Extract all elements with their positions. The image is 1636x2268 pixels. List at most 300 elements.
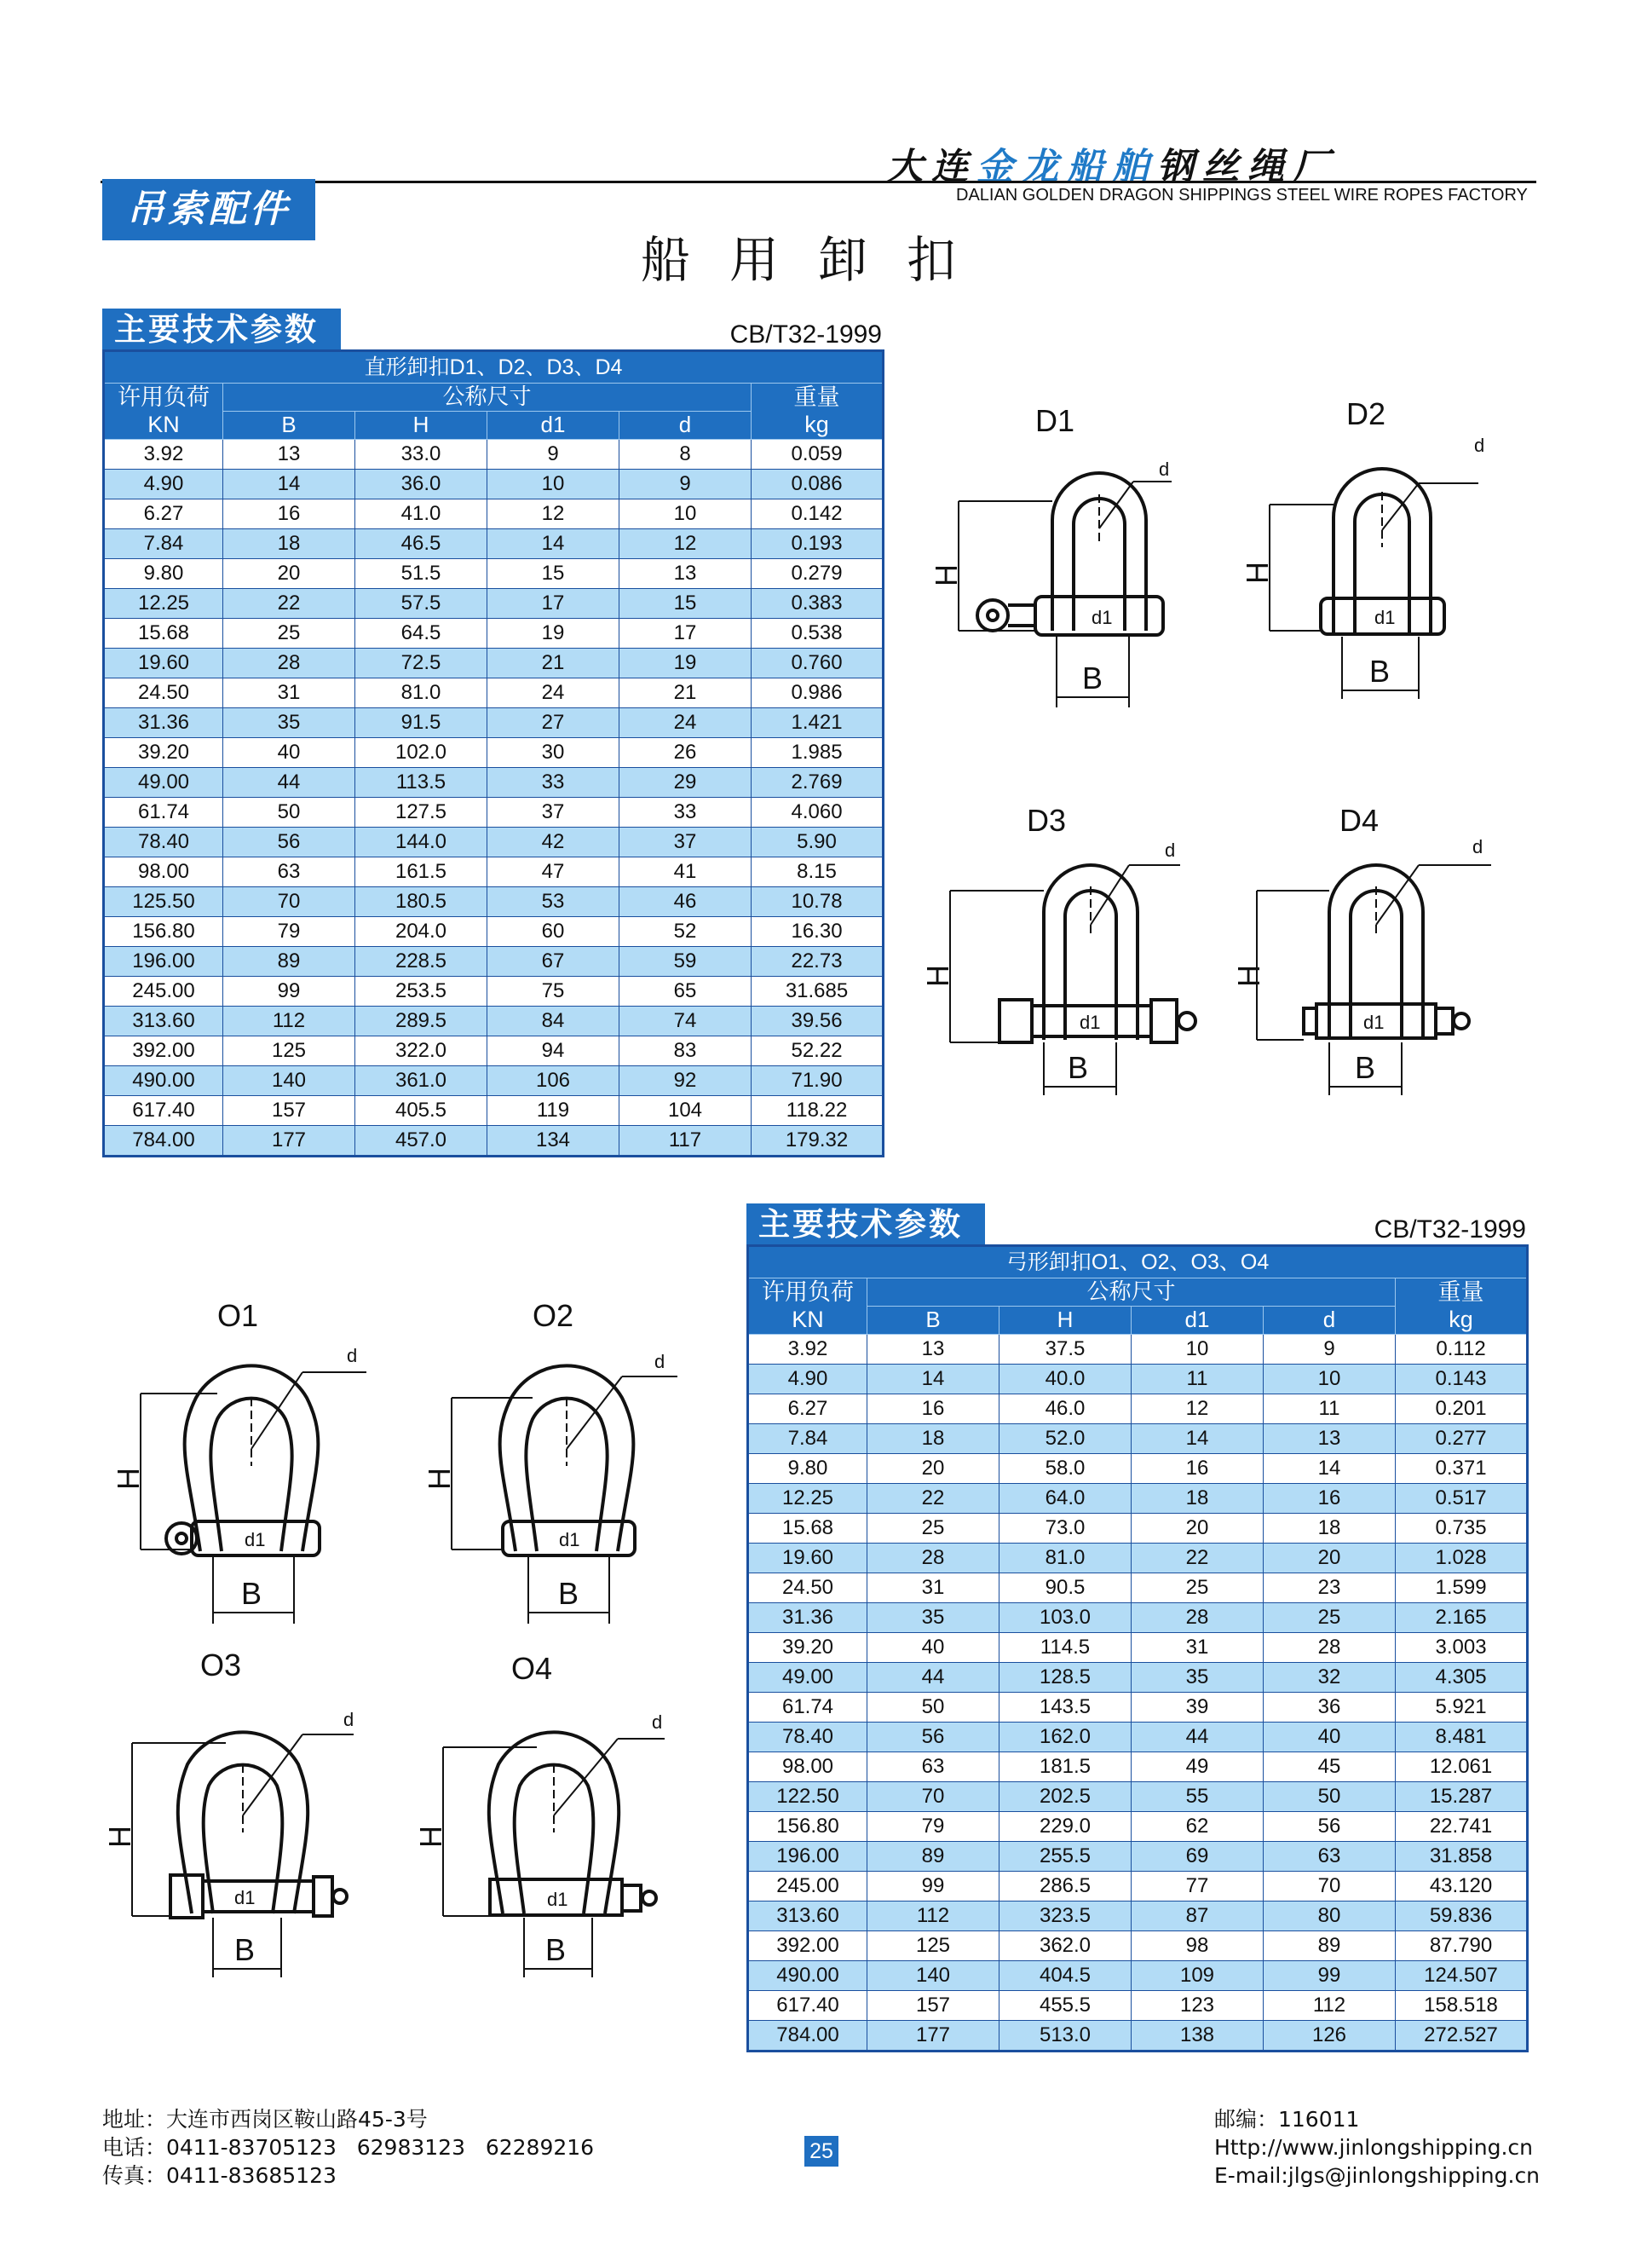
cell-b: 79 <box>223 917 355 947</box>
cell-d: 70 <box>1264 1872 1396 1902</box>
dim-d1-label: d1 <box>1092 607 1113 628</box>
cell-d: 33 <box>619 798 752 828</box>
cell-weight: 0.143 <box>1396 1365 1528 1394</box>
cell-weight: 71.90 <box>752 1066 884 1096</box>
cell-d: 83 <box>619 1036 752 1066</box>
cell-load: 19.60 <box>104 649 223 678</box>
diagram-o2 <box>418 1296 707 1640</box>
cell-b: 125 <box>223 1036 355 1066</box>
cell-d: 52 <box>619 917 752 947</box>
cell-load: 31.36 <box>748 1603 867 1633</box>
table-row <box>104 947 884 977</box>
cell-weight: 0.735 <box>1396 1514 1528 1544</box>
dim-h-label: H <box>102 1826 137 1848</box>
cell-b: 44 <box>867 1663 999 1693</box>
cell-b: 89 <box>223 947 355 977</box>
cell-h: 103.0 <box>999 1603 1132 1633</box>
cell-load: 6.27 <box>104 499 223 529</box>
straight-shackle-spec-table <box>102 349 884 1157</box>
cell-d1: 44 <box>1132 1723 1264 1752</box>
cell-weight: 8.15 <box>752 857 884 887</box>
dim-h-label: H <box>1240 562 1275 584</box>
cell-d: 25 <box>1264 1603 1396 1633</box>
bow-shackle-spec-table <box>746 1244 1529 2052</box>
cell-load: 156.80 <box>748 1812 867 1842</box>
cell-load: 98.00 <box>748 1752 867 1782</box>
col-b-header: B <box>867 1307 999 1335</box>
d3-shackle-drawing <box>920 797 1214 1104</box>
cell-weight: 0.193 <box>752 529 884 559</box>
cell-weight: 124.507 <box>1396 1961 1528 1991</box>
table-row <box>748 1484 1528 1514</box>
footer-contact <box>102 2105 594 2190</box>
cell-h: 114.5 <box>999 1633 1132 1663</box>
cell-d: 20 <box>1264 1544 1396 1573</box>
dim-d-label: d <box>654 1351 665 1372</box>
table-row <box>104 1007 884 1036</box>
cell-d: 17 <box>619 619 752 649</box>
cell-weight: 2.165 <box>1396 1603 1528 1633</box>
cell-d: 40 <box>1264 1723 1396 1752</box>
cell-weight: 5.90 <box>752 828 884 857</box>
dim-d1-label: d1 <box>1374 607 1396 628</box>
cell-weight: 272.527 <box>1396 2021 1528 2052</box>
footer-phone: 电话：0411-83705123 62983123 62289216 <box>102 2135 595 2160</box>
dim-d1-label: d1 <box>547 1889 568 1910</box>
cell-load: 39.20 <box>104 738 223 768</box>
table-row <box>104 1066 884 1096</box>
company-name-part-2: 金龙船舶 <box>976 146 1157 188</box>
dim-b-label: B <box>1355 1050 1376 1085</box>
cell-d: 126 <box>1264 2021 1396 2052</box>
table-row <box>748 1812 1528 1842</box>
diagram-d2 <box>1236 394 1525 721</box>
cell-load: 7.84 <box>104 529 223 559</box>
spec-tag: 主要技术参数 <box>746 1203 985 1244</box>
cell-d1: 27 <box>487 708 619 738</box>
cell-b: 25 <box>223 619 355 649</box>
diagram-label: D2 <box>1346 396 1386 431</box>
table-row <box>748 1752 1528 1782</box>
cell-load: 4.90 <box>748 1365 867 1394</box>
dim-d-label: d <box>652 1711 663 1733</box>
cell-b: 140 <box>867 1961 999 1991</box>
cell-d: 50 <box>1264 1782 1396 1812</box>
cell-d1: 25 <box>1132 1573 1264 1603</box>
cell-d1: 11 <box>1132 1365 1264 1394</box>
cell-load: 9.80 <box>748 1454 867 1484</box>
cell-b: 14 <box>223 470 355 499</box>
cell-h: 405.5 <box>355 1096 487 1126</box>
table-header-bar <box>746 1203 1526 1244</box>
cell-d: 117 <box>619 1126 752 1157</box>
cell-d1: 69 <box>1132 1842 1264 1872</box>
dim-b-label: B <box>1369 654 1391 689</box>
cell-d1: 67 <box>487 947 619 977</box>
cell-load: 19.60 <box>748 1544 867 1573</box>
dim-h-label: H <box>1231 965 1266 987</box>
cell-d1: 84 <box>487 1007 619 1036</box>
cell-load: 784.00 <box>748 2021 867 2052</box>
cell-d1: 87 <box>1132 1902 1264 1931</box>
table-row <box>104 1036 884 1066</box>
col-b-header: B <box>223 412 355 440</box>
cell-d1: 55 <box>1132 1782 1264 1812</box>
cell-h: 90.5 <box>999 1573 1132 1603</box>
cell-b: 177 <box>867 2021 999 2052</box>
dim-h-label: H <box>422 1468 457 1490</box>
cell-d1: 123 <box>1132 1991 1264 2021</box>
cell-d1: 21 <box>487 649 619 678</box>
cell-d1: 14 <box>1132 1424 1264 1454</box>
cell-weight: 4.305 <box>1396 1663 1528 1693</box>
cell-h: 128.5 <box>999 1663 1132 1693</box>
table-row <box>748 1365 1528 1394</box>
cell-b: 157 <box>867 1991 999 2021</box>
table-row <box>104 977 884 1007</box>
diagram-label: D1 <box>1035 403 1075 438</box>
header-rule <box>101 181 1536 183</box>
cell-h: 40.0 <box>999 1365 1132 1394</box>
cell-d1: 9 <box>487 440 619 470</box>
cell-d: 80 <box>1264 1902 1396 1931</box>
table-row <box>748 1603 1528 1633</box>
cell-d: 92 <box>619 1066 752 1096</box>
cell-b: 63 <box>223 857 355 887</box>
cell-b: 50 <box>223 798 355 828</box>
cell-d: 45 <box>1264 1752 1396 1782</box>
cell-b: 140 <box>223 1066 355 1096</box>
cell-h: 513.0 <box>999 2021 1132 2052</box>
col-d1-header: d1 <box>487 412 619 440</box>
cell-d1: 19 <box>487 619 619 649</box>
cell-b: 89 <box>867 1842 999 1872</box>
company-name-en: DALIAN GOLDEN DRAGON SHIPPINGS STEEL WIRE ROPES FACTORY <box>956 186 1528 205</box>
cell-weight: 39.56 <box>752 1007 884 1036</box>
dim-d1-label: d1 <box>234 1887 256 1908</box>
table-row <box>104 499 884 529</box>
table-row <box>104 738 884 768</box>
diagram-label: D3 <box>1027 803 1067 838</box>
cell-d1: 16 <box>1132 1454 1264 1484</box>
cell-d1: 42 <box>487 828 619 857</box>
table-row <box>748 1544 1528 1573</box>
cell-b: 112 <box>223 1007 355 1036</box>
cell-h: 202.5 <box>999 1782 1132 1812</box>
cell-d1: 53 <box>487 887 619 917</box>
cell-load: 9.80 <box>104 559 223 589</box>
cell-weight: 118.22 <box>752 1096 884 1126</box>
dim-b-label: B <box>1068 1050 1089 1085</box>
cell-b: 125 <box>867 1931 999 1961</box>
cell-b: 56 <box>867 1723 999 1752</box>
col-load-header: 许用负荷 KN <box>748 1278 867 1335</box>
cell-h: 144.0 <box>355 828 487 857</box>
cell-d1: 18 <box>1132 1484 1264 1514</box>
cell-weight: 0.112 <box>1396 1335 1528 1365</box>
diagram-d1 <box>925 401 1214 728</box>
cell-load: 49.00 <box>748 1663 867 1693</box>
cell-d1: 138 <box>1132 2021 1264 2052</box>
cell-load: 78.40 <box>748 1723 867 1752</box>
cell-h: 37.5 <box>999 1335 1132 1365</box>
cell-d: 112 <box>1264 1991 1396 2021</box>
cell-b: 99 <box>867 1872 999 1902</box>
cell-h: 58.0 <box>999 1454 1132 1484</box>
cell-d: 36 <box>1264 1693 1396 1723</box>
cell-weight: 158.518 <box>1396 1991 1528 2021</box>
cell-b: 44 <box>223 768 355 798</box>
cell-d1: 62 <box>1132 1812 1264 1842</box>
cell-h: 255.5 <box>999 1842 1132 1872</box>
d4-shackle-drawing <box>1231 797 1525 1104</box>
table-row <box>748 1931 1528 1961</box>
cell-b: 13 <box>223 440 355 470</box>
cell-h: 73.0 <box>999 1514 1132 1544</box>
cell-load: 313.60 <box>748 1902 867 1931</box>
cell-d: 99 <box>1264 1961 1396 1991</box>
cell-d1: 77 <box>1132 1872 1264 1902</box>
footer-website-link[interactable]: Http://www.jinlongshipping.cn <box>1214 2135 1533 2160</box>
cell-h: 253.5 <box>355 977 487 1007</box>
cell-b: 40 <box>867 1633 999 1663</box>
cell-load: 156.80 <box>104 917 223 947</box>
cell-h: 228.5 <box>355 947 487 977</box>
table-row <box>748 1842 1528 1872</box>
cell-load: 15.68 <box>748 1514 867 1544</box>
cell-load: 78.40 <box>104 828 223 857</box>
dim-d1-label: d1 <box>1080 1012 1101 1033</box>
table-row <box>748 1424 1528 1454</box>
cell-weight: 31.685 <box>752 977 884 1007</box>
cell-d1: 22 <box>1132 1544 1264 1573</box>
col-weight-header: 重量 kg <box>1396 1278 1528 1335</box>
cell-d1: 12 <box>487 499 619 529</box>
cell-d: 10 <box>1264 1365 1396 1394</box>
col-nominal-header: 公称尺寸 <box>223 384 752 412</box>
cell-b: 16 <box>223 499 355 529</box>
cell-h: 286.5 <box>999 1872 1132 1902</box>
cell-h: 361.0 <box>355 1066 487 1096</box>
cell-h: 229.0 <box>999 1812 1132 1842</box>
cell-weight: 0.538 <box>752 619 884 649</box>
diagram-label: D4 <box>1339 803 1380 838</box>
cell-h: 36.0 <box>355 470 487 499</box>
cell-h: 102.0 <box>355 738 487 768</box>
cell-b: 63 <box>867 1752 999 1782</box>
cell-weight: 2.769 <box>752 768 884 798</box>
cell-d1: 12 <box>1132 1394 1264 1424</box>
diagram-label: O1 <box>217 1298 259 1333</box>
cell-load: 125.50 <box>104 887 223 917</box>
cell-load: 196.00 <box>104 947 223 977</box>
footer-fax: 传真：0411-83685123 <box>102 2163 337 2188</box>
diagram-label: O4 <box>511 1651 553 1686</box>
table-row <box>104 798 884 828</box>
table-row <box>748 1782 1528 1812</box>
cell-b: 157 <box>223 1096 355 1126</box>
o4-shackle-drawing <box>413 1645 707 1986</box>
cell-d: 16 <box>1264 1484 1396 1514</box>
cell-load: 24.50 <box>748 1573 867 1603</box>
cell-h: 404.5 <box>999 1961 1132 1991</box>
cell-weight: 1.985 <box>752 738 884 768</box>
dim-d-label: d <box>1474 435 1485 456</box>
cell-b: 16 <box>867 1394 999 1424</box>
cell-h: 41.0 <box>355 499 487 529</box>
cell-d: 37 <box>619 828 752 857</box>
cell-load: 245.00 <box>104 977 223 1007</box>
cell-load: 24.50 <box>104 678 223 708</box>
cell-weight: 0.371 <box>1396 1454 1528 1484</box>
footer-web <box>1214 2105 1540 2190</box>
straight-shackle-table-block <box>102 309 882 1157</box>
cell-weight: 1.421 <box>752 708 884 738</box>
cell-weight: 0.383 <box>752 589 884 619</box>
cell-d: 19 <box>619 649 752 678</box>
cell-d1: 15 <box>487 559 619 589</box>
table-row <box>104 828 884 857</box>
cell-h: 289.5 <box>355 1007 487 1036</box>
cell-d1: 106 <box>487 1066 619 1096</box>
cell-d: 18 <box>1264 1514 1396 1544</box>
bow-shackle-table-block <box>746 1203 1526 2052</box>
footer-email-link[interactable]: E-mail:jlgs@jinlongshipping.cn <box>1214 2163 1541 2188</box>
cell-b: 56 <box>223 828 355 857</box>
dim-h-label: H <box>920 965 955 987</box>
cell-weight: 87.790 <box>1396 1931 1528 1961</box>
dim-d-label: d <box>1159 459 1170 480</box>
cell-h: 457.0 <box>355 1126 487 1157</box>
dim-b-label: B <box>558 1576 579 1611</box>
cell-d1: 14 <box>487 529 619 559</box>
cell-load: 15.68 <box>104 619 223 649</box>
table-row <box>104 529 884 559</box>
table-caption: 弓形卸扣O1、O2、O3、O4 <box>748 1246 1528 1278</box>
dim-b-label: B <box>241 1576 262 1611</box>
cell-load: 490.00 <box>748 1961 867 1991</box>
cell-h: 33.0 <box>355 440 487 470</box>
cell-h: 72.5 <box>355 649 487 678</box>
dim-b-label: B <box>234 1932 256 1967</box>
cell-load: 61.74 <box>104 798 223 828</box>
table-row <box>748 1454 1528 1484</box>
cell-weight: 3.003 <box>1396 1633 1528 1663</box>
cell-weight: 31.858 <box>1396 1842 1528 1872</box>
diagram-label: O2 <box>533 1298 574 1333</box>
table-row <box>748 1394 1528 1424</box>
table-row <box>748 1872 1528 1902</box>
cell-load: 12.25 <box>104 589 223 619</box>
standard-code: CB/T32-1999 <box>1374 1215 1526 1244</box>
cell-d: 13 <box>619 559 752 589</box>
cell-b: 25 <box>867 1514 999 1544</box>
cell-weight: 0.517 <box>1396 1484 1528 1514</box>
table-row <box>748 1514 1528 1544</box>
table-row <box>104 678 884 708</box>
table-caption: 直形卸扣D1、D2、D3、D4 <box>104 351 884 384</box>
diagram-d3 <box>920 797 1214 1107</box>
cell-weight: 5.921 <box>1396 1693 1528 1723</box>
cell-weight: 0.986 <box>752 678 884 708</box>
cell-d1: 134 <box>487 1126 619 1157</box>
dim-b-label: B <box>1082 661 1103 695</box>
cell-load: 61.74 <box>748 1693 867 1723</box>
cell-load: 617.40 <box>104 1096 223 1126</box>
cell-d: 23 <box>1264 1573 1396 1603</box>
cell-b: 70 <box>223 887 355 917</box>
cell-b: 40 <box>223 738 355 768</box>
cell-b: 31 <box>867 1573 999 1603</box>
cell-load: 392.00 <box>748 1931 867 1961</box>
col-h-header: H <box>355 412 487 440</box>
cell-weight: 0.059 <box>752 440 884 470</box>
cell-weight: 0.201 <box>1396 1394 1528 1424</box>
cell-weight: 22.741 <box>1396 1812 1528 1842</box>
table-row <box>104 857 884 887</box>
table-row <box>748 1723 1528 1752</box>
cell-d: 9 <box>619 470 752 499</box>
cell-d: 74 <box>619 1007 752 1036</box>
cell-h: 127.5 <box>355 798 487 828</box>
cell-weight: 0.086 <box>752 470 884 499</box>
cell-weight: 0.760 <box>752 649 884 678</box>
cell-b: 18 <box>223 529 355 559</box>
col-h-header: H <box>999 1307 1132 1335</box>
col-d1-header: d1 <box>1132 1307 1264 1335</box>
cell-d: 41 <box>619 857 752 887</box>
table-row <box>748 1902 1528 1931</box>
cell-d: 29 <box>619 768 752 798</box>
table-row <box>748 1961 1528 1991</box>
cell-d1: 109 <box>1132 1961 1264 1991</box>
cell-d: 104 <box>619 1096 752 1126</box>
footer-postcode: 邮编：116011 <box>1214 2107 1360 2132</box>
d2-shackle-drawing <box>1236 394 1525 718</box>
cell-load: 392.00 <box>104 1036 223 1066</box>
company-name-part-1: 大连 <box>886 146 976 188</box>
cell-d1: 20 <box>1132 1514 1264 1544</box>
cell-weight: 43.120 <box>1396 1872 1528 1902</box>
cell-d1: 37 <box>487 798 619 828</box>
cell-d: 8 <box>619 440 752 470</box>
o2-shackle-drawing <box>418 1296 707 1636</box>
cell-d: 89 <box>1264 1931 1396 1961</box>
spec-tag: 主要技术参数 <box>102 309 341 349</box>
cell-weight: 8.481 <box>1396 1723 1528 1752</box>
col-load-header: 许用负荷 KN <box>104 384 223 440</box>
cell-h: 162.0 <box>999 1723 1132 1752</box>
cell-d1: 94 <box>487 1036 619 1066</box>
cell-d: 56 <box>1264 1812 1396 1842</box>
cell-d1: 47 <box>487 857 619 887</box>
table-row <box>104 440 884 470</box>
cell-b: 28 <box>223 649 355 678</box>
cell-d: 24 <box>619 708 752 738</box>
cell-load: 784.00 <box>104 1126 223 1157</box>
table-body <box>104 440 884 1157</box>
cell-d: 32 <box>1264 1663 1396 1693</box>
cell-b: 70 <box>867 1782 999 1812</box>
table-row <box>104 1096 884 1126</box>
cell-d: 11 <box>1264 1394 1396 1424</box>
section-tag: 吊索配件 <box>102 179 315 240</box>
cell-h: 362.0 <box>999 1931 1132 1961</box>
cell-h: 51.5 <box>355 559 487 589</box>
table-row <box>104 589 884 619</box>
cell-d1: 49 <box>1132 1752 1264 1782</box>
table-row <box>104 559 884 589</box>
